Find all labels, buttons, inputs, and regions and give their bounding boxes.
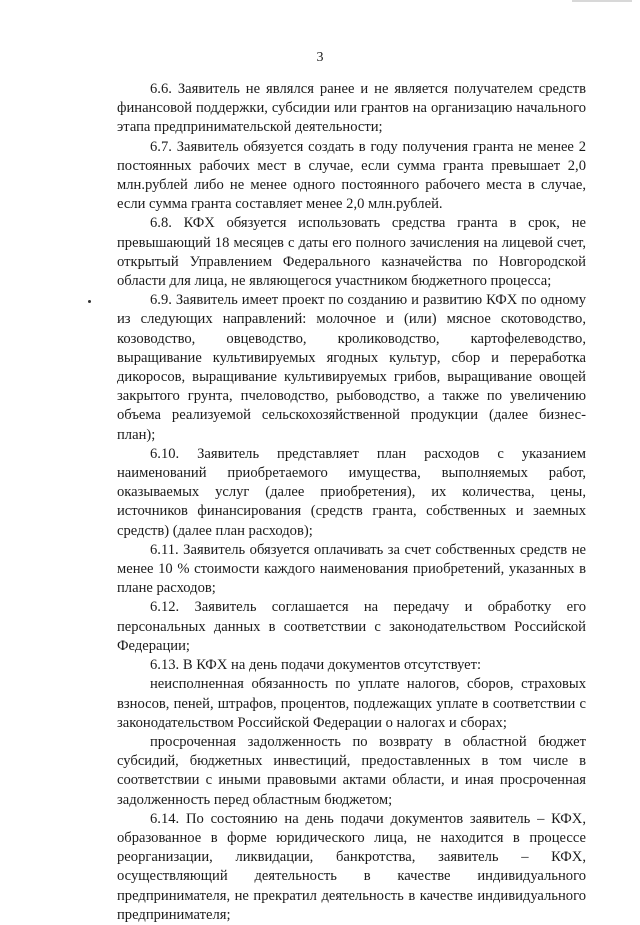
paragraph-6-12: 6.12. Заявитель соглашается на передачу и обработку его персональных данных в соответствии с законодательством Российской Федерации; <box>117 599 586 654</box>
paragraph-6-13: 6.13. В КФХ на день подачи документов отсутствует: <box>150 657 482 674</box>
scan-dot <box>88 300 91 303</box>
paragraph-6-11: 6.11. Заявитель обязуется оплачивать за счет собственных средств не менее 10 % стоимости каждого наименования приобретений, указанных в плане расходов; <box>117 541 586 597</box>
paragraph-6-13-budget-debt: просроченная задолженность по возврату в областной бюджет субсидий, бюджетных инвестиций, предоставленных в том числе в соответствии с иными правовыми актами области, и иная просроченная задолженность перед областным бюджетом; <box>117 733 586 808</box>
paragraph-6-7: 6.7. Заявитель обязуется создать в году получения гранта не менее 2 постоянных рабочих мест в случае, если сумма гранта превышает 2,0 млн.рублей либо не менее одного постоянного рабочего места в случае, если сумма гранта составляет менее 2,0 млн.рублей. <box>117 138 586 213</box>
paragraph-6-9: 6.9. Заявитель имеет проект по созданию и развитию КФХ по одному из следующих направлений: молочное и (или) мясное скотоводство, козоводство, овцеводство, кролиководство, картофелеводство, выращивание культивируемых ягодных культур, сбор и переработка дикоросов, выращивание культивируемых грибов, выращивание овощей закрытого грунта, пчеловодство, рыбоводство, а также по увеличению объема реализуемой сельскохозяйственной продукции (далее бизнес-план); <box>117 292 586 443</box>
paragraph-6-14: 6.14. По состоянию на день подачи документов заявитель – КФХ, образованное в форме юридического лица, не находится в процессе реорганизации, ликвидации, банкротства, заявитель – КФХ, осуществляющий деятельность в качестве индивидуального предпринимателя, не прекратил деятельность в качестве индивидуального предпринимателя; <box>117 810 586 923</box>
paragraph-6-8: 6.8. КФХ обязуется использовать средства гранта в срок, не превышающий 18 месяцев с даты его полного зачисления на лицевой счет, открытый Управлением Федерального казначейства по Новгородской области для лица, не являющегося участником бюджетного процесса; <box>117 215 586 290</box>
paragraph-6-10: 6.10. Заявитель представляет план расходов с указанием наименований приобретаемого имущества, выполняемых работ, оказываемых услуг (далее приобретения), их количества, цены, источников финансирования (средств гранта, собственных и заемных средств) (далее план расходов); <box>117 445 586 539</box>
paragraph-6-6: 6.6. Заявитель не являлся ранее и не является получателем средств финансовой поддержки, субсидии или грантов на организацию начального этапа предпринимательской деятельности; <box>117 81 586 136</box>
document-body <box>117 80 586 925</box>
paragraph-6-13-tax-debt: неисполненная обязанность по уплате налогов, сборов, страховых взносов, пеней, штрафов, процентов, подлежащих уплате в соответствии с законодательством Российской Федерации о налогах и сборах; <box>117 676 586 731</box>
scan-corner-mark <box>572 0 632 6</box>
page-number: 3 <box>316 50 324 65</box>
